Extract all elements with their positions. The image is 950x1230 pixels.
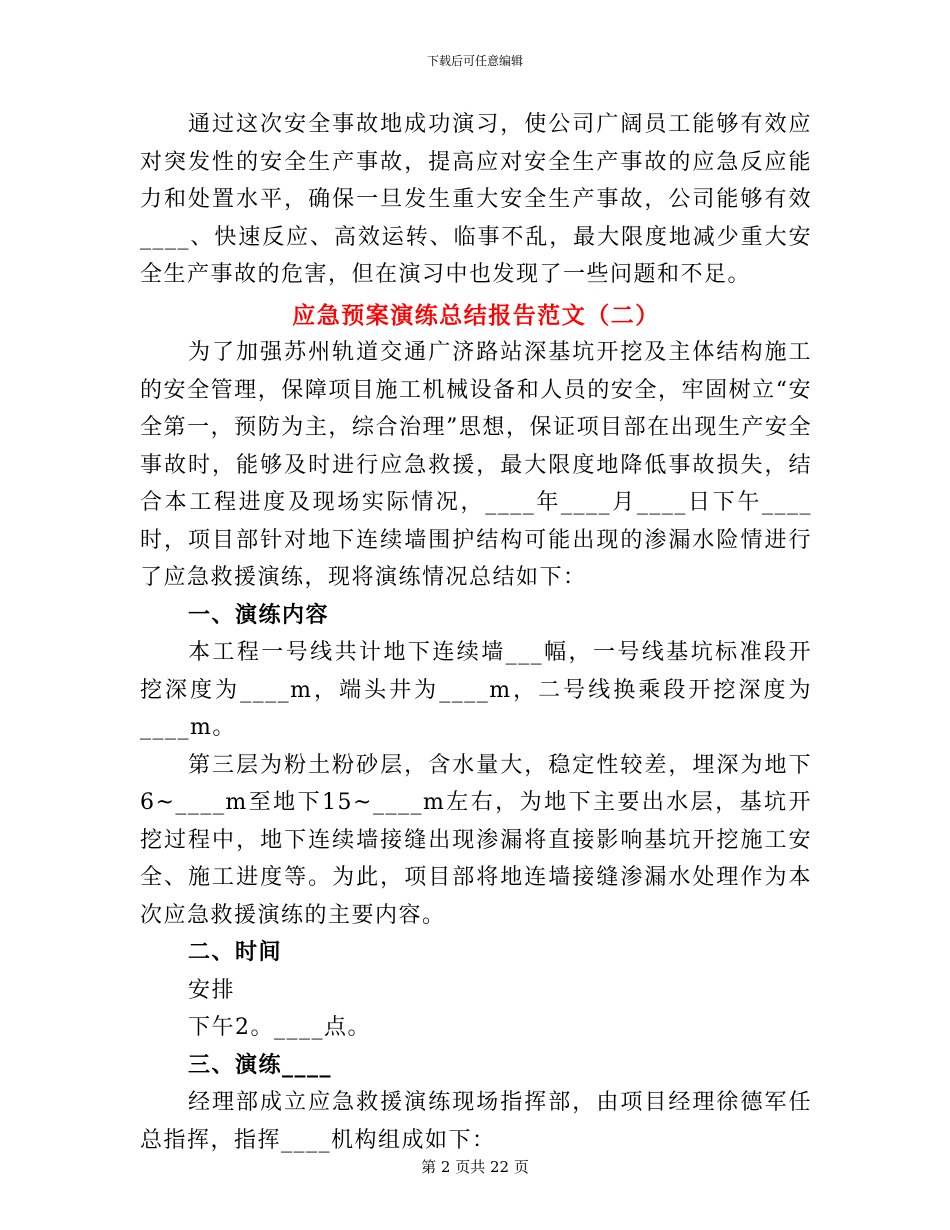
paragraph-arrangement: 安排	[188, 977, 236, 1003]
section-heading-drill: 三、演练____	[188, 1051, 333, 1078]
paragraph-intro: 为了加强苏州轨道交通广济路站深基坑开挖及主体结构施工的安全管理，保障项目施工机械设备和人员的安全，牢固树立“安全第一，预防为主，综合治理”思想，保证项目部在出现生产安全事故时，能够及时进行应急救援，最大限度地降低事故损失，结合本工程进度及现场实际情况，____年____月____日下午____时，项目部针对地下连续墙围护结构可能出现的渗漏水险情进行了应急救援演练，现将演练情况总结如下：	[140, 340, 812, 590]
paragraph-project-scope: 本工程一号线共计地下连续墙___幅，一号线基坑标准段开挖深度为____m，端头井为____m，二号线换乘段开挖深度为____m。	[140, 640, 812, 740]
document-body	[140, 106, 812, 1159]
page-footer: 第 2 页共 22 页	[421, 1158, 529, 1176]
page-header: 下载后可任意编辑	[426, 54, 523, 68]
paragraph-conclusion: 通过这次安全事故地成功演习，使公司广阔员工能够有效应对突发性的安全生产事故，提高应对安全生产事故的应急反应能力和处置水平，确保一旦发生重大安全生产事故，公司能够有效____、快速反应、高效运转、临事不乱，最大限度地减少重大安全生产事故的危害，但在演习中也发现了一些问题和不足。	[140, 112, 812, 287]
section-heading-time: 二、时间	[188, 939, 283, 965]
paragraph-command: 经理部成立应急救援演练现场指挥部，由项目经理徐德军任总指挥，指挥____机构组成如下：	[140, 1090, 812, 1153]
document-title: 应急预案演练总结报告范文（二）	[292, 301, 660, 329]
paragraph-soil-layer: 第三层为粉土粉砂层，含水量大，稳定性较差，埋深为地下6~____m至地下15~____m左右，为地下主要出水层，基坑开挖过程中，地下连续墙接缝出现渗漏将直接影响基坑开挖施工安全、施工进度等。为此，项目部将地连墙接缝渗漏水处理作为本次应急救援演练的主要内容。	[140, 752, 812, 928]
section-heading-content: 一、演练内容	[188, 601, 330, 628]
paragraph-time: 下午2。____点。	[188, 1015, 371, 1040]
